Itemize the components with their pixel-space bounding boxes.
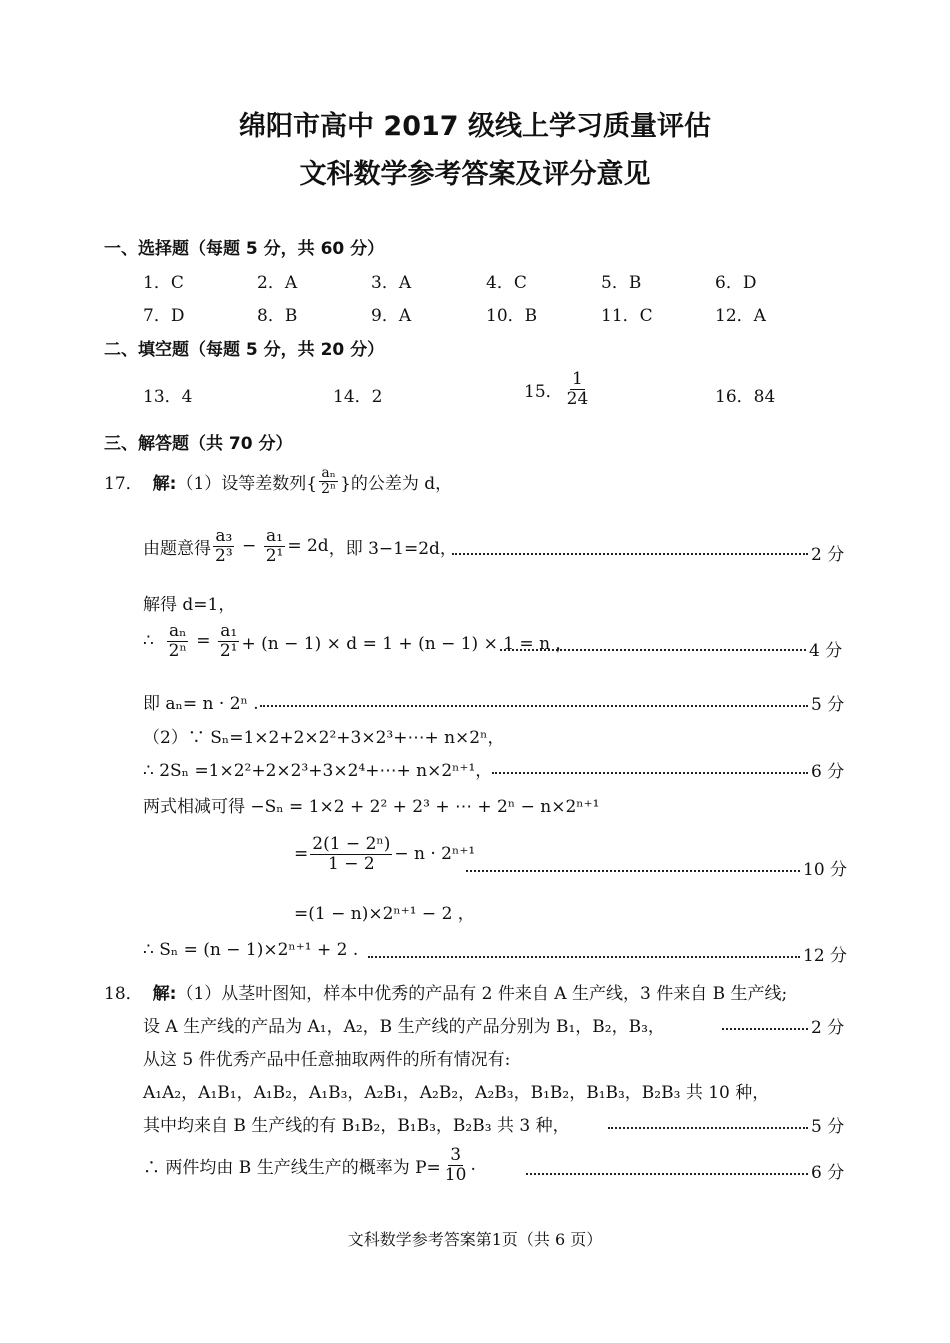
choice-answer: 12．A [715, 306, 766, 326]
fraction-denominator: 24 [566, 388, 589, 409]
fraction [319, 466, 338, 498]
solution-label: 解: [152, 474, 177, 495]
score-mark: 2 分 [811, 545, 845, 565]
q18-line-3: 从这 5 件优秀产品中任意抽取两件的所有情况有: [143, 1050, 511, 1070]
fraction [264, 527, 286, 565]
q18-line6-prefix: ∴ 两件均由 B 生产线生产的概率为 P= [143, 1157, 441, 1178]
fraction-denominator: 10 [444, 1164, 467, 1185]
q17-line-1 [104, 466, 452, 498]
fill-answer-13: 13．4 [143, 387, 193, 407]
fraction-denominator: 2¹ [219, 640, 238, 661]
question-number: 17． [104, 474, 143, 495]
fraction-numerator: 3 [450, 1145, 462, 1165]
q18-line6-suffix: . [470, 1155, 476, 1176]
q18-line-4: A₁A₂，A₁B₁，A₁B₂，A₁B₃，A₂B₁，A₂B₂，A₂B₃，B₁B₂，B₁B₃，B₂B₃ 共 10 种， [143, 1083, 770, 1103]
choice-answer: 10．B [486, 306, 538, 326]
score-mark: 10 分 [803, 860, 848, 880]
q17-line-5: 即 aₙ= n · 2ⁿ . [143, 694, 259, 714]
fraction-denominator: 2³ [215, 545, 233, 566]
score-mark: 4 分 [809, 641, 843, 661]
fraction-numerator: 1 [572, 369, 583, 389]
choice-answer: 6．D [715, 273, 757, 293]
score-mark: 6 分 [811, 1163, 845, 1183]
fraction-denominator: 2ⁿ [168, 640, 187, 661]
q17-line-9: = $\frac{\text{2(1 − 2ⁿ)}}{1 - 2}$ − n · 2ⁿ⁺¹ [294, 834, 476, 874]
choice-answer: 7．D [143, 306, 185, 326]
q17-line-8: 两式相减可得 −Sₙ = 1×2 + 2² + 2³ + ⋯ + 2ⁿ − n×2ⁿ⁺¹ [143, 797, 600, 817]
dot-leader [722, 1028, 808, 1030]
question-number: 18． [104, 984, 143, 1004]
solution-label: 解: [152, 984, 177, 1004]
q17-line2-suffix: ，即 3−1=2d， [328, 538, 457, 559]
fraction [565, 370, 591, 408]
fraction [443, 1146, 469, 1184]
choice-answer: 8．B [257, 306, 298, 326]
section-heading-fill: 二、填空题（每题 5 分，共 20 分） [104, 340, 385, 360]
q18-line1-text: （1）从茎叶图知，样本中优秀的产品有 2 件来自 A 生产线，3 件来自 B 生产线; [176, 984, 788, 1004]
page-footer: 文科数学参考答案第1页（共 6 页） [347, 1230, 603, 1249]
fill-answer-16: 16．84 [715, 387, 776, 407]
dot-leader [526, 1173, 808, 1175]
q17-line-10: =(1 − n)×2ⁿ⁺¹ − 2 ， [294, 904, 475, 924]
page-subtitle: 文科数学参考答案及评分意见 [299, 159, 651, 190]
dot-leader [452, 553, 808, 555]
fill-answer-15-label: 15． [524, 381, 563, 402]
fraction-denominator: 2¹ [265, 545, 284, 566]
q18-line-1 [104, 979, 787, 1004]
dot-leader [466, 870, 800, 872]
q17-line2-eq: = 2d [287, 536, 329, 557]
q18-line-6 [143, 1146, 476, 1184]
score-mark: 5 分 [811, 695, 845, 715]
dot-leader [492, 772, 808, 774]
choice-answer: 4．C [486, 273, 527, 293]
q17-line4-mid: + (n − 1) × d = 1 + (n − 1) × 1 = n ， [241, 633, 573, 654]
score-mark: 12 分 [803, 946, 848, 966]
fraction [310, 835, 392, 873]
dot-leader [608, 1127, 808, 1129]
fraction-denominator: 1 − 2 [327, 853, 375, 874]
fraction-numerator: aₙ [321, 465, 336, 481]
fraction-numerator: 2(1 − 2ⁿ) [312, 834, 391, 854]
dot-leader [368, 956, 800, 958]
fraction [218, 622, 240, 660]
choice-answer: 1．C [143, 273, 184, 293]
fraction [213, 527, 235, 565]
q17-line-2: 由题意得 $\frac{\text{a₃}}{\text{2³}}$ − $\frac{\text{a₁}}{\text{2¹}}$ = 2d ，即 3−1=2d， [143, 526, 457, 566]
dot-leader [500, 649, 806, 651]
q17-line9-tail: − n · 2ⁿ⁺¹ [394, 844, 476, 865]
fraction [167, 622, 189, 660]
q17-part1-text: （1）设等差数列{ [176, 474, 318, 495]
fraction-denominator: 2ⁿ [321, 481, 337, 498]
fraction-numerator: a₃ [215, 526, 233, 546]
q18-line-2: 设 A 生产线的产品为 A₁，A₂，B 生产线的产品分别为 B₁，B₂，B₃， [143, 1017, 665, 1037]
choice-answer: 2．A [257, 273, 298, 293]
fraction-numerator: a₁ [266, 526, 283, 546]
q17-line2-prefix: 由题意得 [143, 538, 211, 559]
q18-line-5: 其中均来自 B 生产线的有 B₁B₂，B₁B₃，B₂B₃ 共 3 种， [143, 1116, 570, 1136]
q17-part1-text-end: }的公差为 d， [340, 474, 453, 495]
fill-answer-15 [524, 370, 592, 408]
fraction-numerator: a₁ [220, 621, 238, 641]
section-heading-solve: 三、解答题（共 70 分） [104, 434, 293, 454]
page-title: 绵阳市高中 2017 级线上学习质量评估 [239, 111, 711, 142]
choice-answer: 5．B [601, 273, 642, 293]
choice-answer: 3．A [371, 273, 412, 293]
score-mark: 6 分 [811, 762, 845, 782]
section-heading-choice: 一、选择题（每题 5 分，共 60 分） [104, 239, 385, 259]
q17-line-4: ∴ $\frac{\text{aₙ}}{\text{2ⁿ}}$ = $\frac{\text{a₁}}{\text{2¹}}$ + (n − 1) × d = 1 + (n − 1) × 1 = n ， [143, 621, 573, 661]
q17-line-11: ∴ Sₙ = (n − 1)×2ⁿ⁺¹ + 2 . [143, 940, 359, 960]
fraction-numerator: aₙ [168, 621, 187, 641]
score-mark: 2 分 [811, 1018, 845, 1038]
choice-answer: 9．A [371, 306, 412, 326]
q17-line-6: （2）∵ Sₙ=1×2+2×2²+3×2³+⋯+ n×2ⁿ， [143, 728, 505, 748]
choice-answer: 11．C [601, 306, 653, 326]
score-mark: 5 分 [811, 1117, 845, 1137]
q17-line-3: 解得 d=1， [143, 595, 236, 615]
fill-answer-14: 14．2 [333, 387, 383, 407]
q17-line-7: ∴ 2Sₙ =1×2²+2×2³+3×2⁴+⋯+ n×2ⁿ⁺¹， [143, 761, 493, 781]
dot-leader [260, 705, 808, 707]
